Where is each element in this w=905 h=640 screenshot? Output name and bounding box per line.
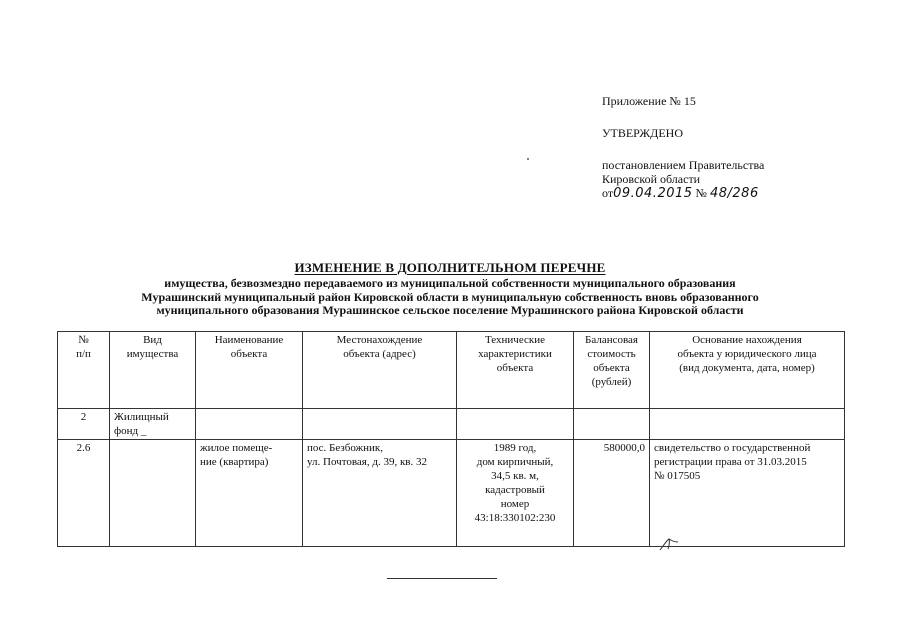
document-subtitle-line-1: имущества, безвозмездно передаваемого из муниципальной собственности муниципального образования	[164, 276, 736, 290]
handwritten-date: 09.04.2015	[613, 186, 693, 201]
document-subtitle-line-2: Мурашинский муниципальный район Кировской области в муниципальную собственность вновь образованного	[141, 290, 759, 304]
property-table	[57, 331, 845, 547]
stray-dot	[527, 158, 529, 160]
cell-group-number: 2	[58, 409, 110, 440]
cell-group-empty-characteristics	[457, 409, 574, 440]
table-row-item	[58, 440, 845, 547]
column-header-type: Вид имущества	[110, 332, 196, 409]
document-subtitle-line-3: муниципального образования Мурашинское сельское поселение Мурашинского района Кировской области	[156, 303, 744, 317]
cell-item-cost: 580000,0	[574, 440, 650, 547]
cell-group-empty-name	[196, 409, 303, 440]
decree-line-1: постановлением Правительства	[602, 158, 765, 172]
cell-group-empty-basis	[650, 409, 845, 440]
approved-label: УТВЕРЖДЕНО	[602, 126, 684, 140]
cell-item-characteristics: 1989 год, дом кирпичный, 34,5 кв. м, кадастровый номер 43:18:330102:230	[457, 440, 574, 547]
decree-line-2: Кировской области	[602, 172, 701, 186]
cell-item-basis: свидетельство о государственной регистрации права от 31.03.2015 № 017505	[650, 440, 845, 547]
column-header-basis: Основание нахождения объекта у юридического лица (вид документа, дата, номер)	[650, 332, 845, 409]
bottom-separator-line	[387, 578, 497, 579]
cell-group-empty-address	[303, 409, 457, 440]
number-label: №	[695, 186, 707, 200]
column-header-cost: Балансовая стоимость объекта (рублей)	[574, 332, 650, 409]
handwritten-mark	[658, 536, 680, 552]
handwritten-number: 48/286	[709, 186, 759, 201]
column-header-name: Наименование объекта	[196, 332, 303, 409]
cell-group-type: Жилищный фонд _	[110, 409, 196, 440]
column-header-number: № п/п	[58, 332, 110, 409]
document-title: ИЗМЕНЕНИЕ В ДОПОЛНИТЕЛЬНОМ ПЕРЕЧНЕ	[294, 260, 606, 275]
appendix-label: Приложение № 15	[602, 94, 696, 108]
date-prefix: от	[602, 186, 614, 200]
cell-item-name: жилое помеще- ние (квартира)	[196, 440, 303, 547]
column-header-characteristics: Технические характеристики объекта	[457, 332, 574, 409]
column-header-address: Местонахождение объекта (адрес)	[303, 332, 457, 409]
cell-item-address: пос. Безбожник, ул. Почтовая, д. 39, кв. 32	[303, 440, 457, 547]
cell-group-empty-cost	[574, 409, 650, 440]
cell-item-type	[110, 440, 196, 547]
decree-date-number	[602, 184, 759, 203]
decree-text	[602, 158, 764, 186]
table-row-group	[58, 409, 845, 440]
cell-item-number: 2.6	[58, 440, 110, 547]
table-header-row	[58, 332, 845, 409]
